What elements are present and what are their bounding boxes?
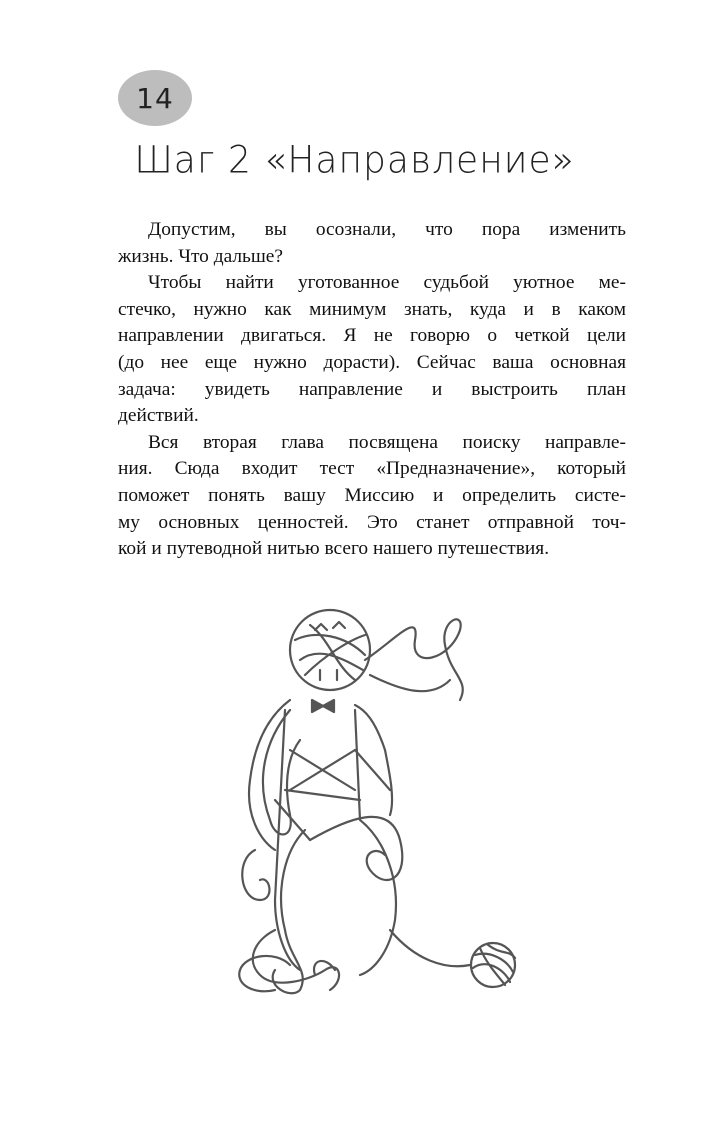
chapter-title: Шаг 2 «Направление» (134, 138, 575, 183)
paragraph-1 (118, 217, 626, 270)
page-number: 14 (136, 81, 174, 115)
body-text (118, 217, 626, 563)
text-line: кой и путеводной нитью всего нашего путешествия. (118, 538, 550, 560)
text-line: Допустим, вы осознали, что пора изменить (148, 219, 626, 240)
paragraph-3 (118, 430, 626, 563)
text-line: задача: увидеть направление и выстроить план (118, 378, 626, 400)
text-line: Вся вторая глава посвящена поиску направле- (148, 431, 626, 453)
text-line: Чтобы найти уготованное судьбой уютное ме- (148, 272, 626, 294)
text-line: стечко, нужно как минимум знать, куда и в каком (118, 298, 626, 320)
text-line: ния. Сюда входит тест «Предназначение», который (118, 458, 626, 480)
text-line: жизнь. Что дальше? (118, 245, 284, 267)
text-line: му основных ценностей. Это станет отправной точ- (118, 511, 626, 533)
text-line: направлении двигаться. Я не говорю о четкой цели (118, 325, 626, 347)
paragraph-2 (118, 270, 626, 430)
page-number-badge (118, 70, 192, 126)
yarn-character-icon (215, 600, 525, 1000)
text-line: (до нее еще нужно дорасти). Сейчас ваша основная (118, 351, 626, 373)
text-line: поможет понять вашу Миссию и определить систе- (118, 484, 626, 506)
text-line: действий. (118, 405, 199, 427)
